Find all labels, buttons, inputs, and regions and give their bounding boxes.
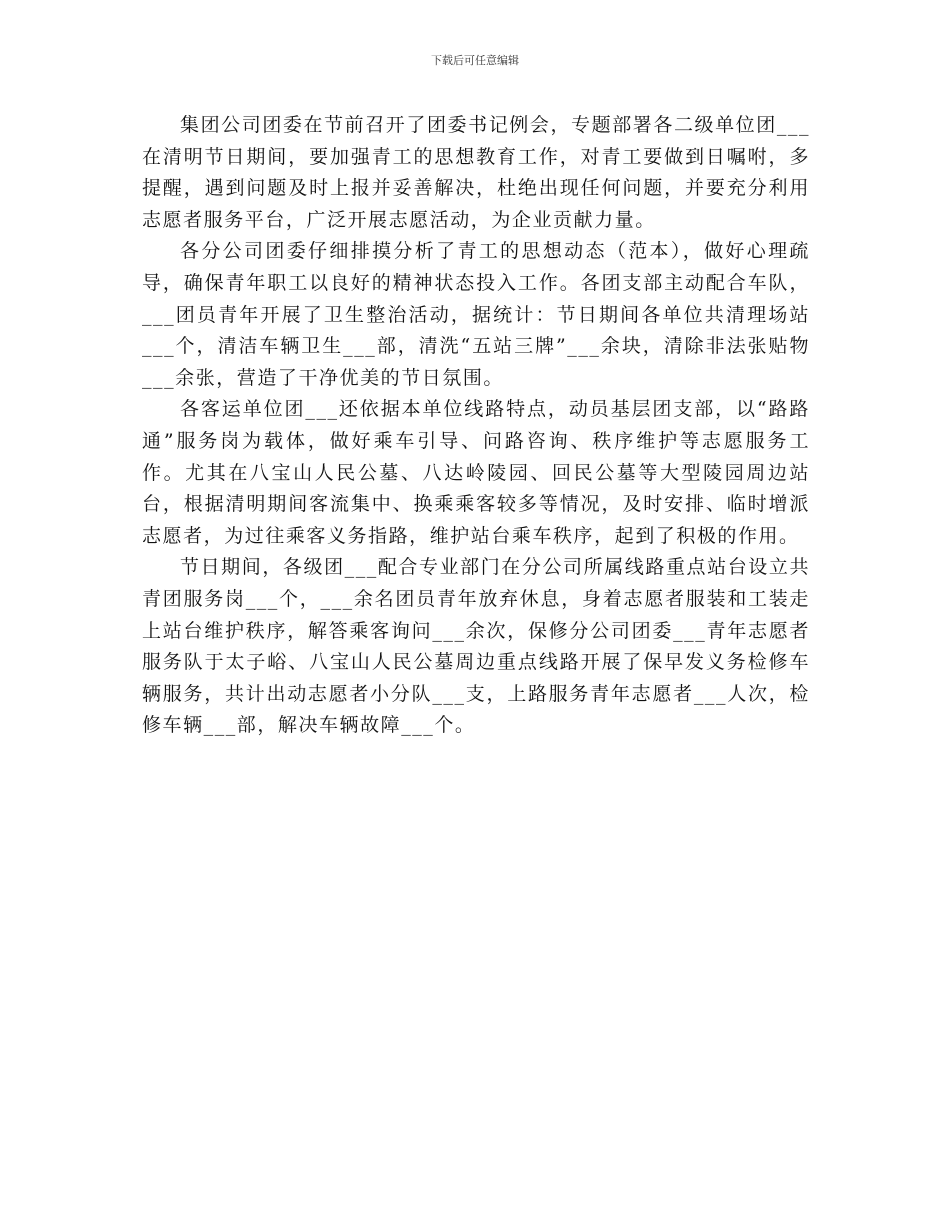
paragraph-3: 各客运单位团___还依据本单位线路特点，动员基层团支部，以“路路通”服务岗为载体，做好乘车引导、问路咨询、秩序维护等志愿服务工作。尤其在八宝山人民公墓、八达岭陵园、回民公墓等大型陵园周边站台，根据清明期间客流集中、换乘乘客较多等情况，及时安排、临时增派志愿者，为过往乘客义务指路，维护站台乘车秩序，起到了积极的作用。	[142, 398, 810, 547]
page-header: 下载后可任意编辑	[431, 54, 519, 67]
paragraph-4: 节日期间，各级团___配合专业部门在分公司所属线路重点站台设立共青团服务岗___个，___余名团员青年放弃休息，身着志愿者服装和工装走上站台维护秩序，解答乘客询问___余次，保修分公司团委___青年志愿者服务队于太子峪、八宝山人民公墓周边重点线路开展了保早发义务检修车辆服务，共计出动志愿者小分队___支，上路服务青年志愿者___人次，检修车辆___部，解决车辆故障___个。	[142, 556, 810, 737]
paragraph-2: 各分公司团委仔细排摸分析了青工的思想动态（范本），做好心理疏导，确保青年职工以良好的精神状态投入工作。各团支部主动配合车队，___团员青年开展了卫生整治活动，据统计：节日期间各单位共清理场站___个，清洁车辆卫生___部，清洗“五站三牌”___余块，清除非法张贴物___余张，营造了干净优美的节日氛围。	[142, 240, 810, 389]
paragraph-1: 集团公司团委在节前召开了团委书记例会，专题部署各二级单位团___在清明节日期间，要加强青工的思想教育工作，对青工要做到日嘱咐，多提醒，遇到问题及时上报并妥善解决，杜绝出现任何问题，并要充分利用志愿者服务平台，广泛开展志愿活动，为企业贡献力量。	[142, 114, 810, 231]
document-body	[142, 110, 810, 742]
